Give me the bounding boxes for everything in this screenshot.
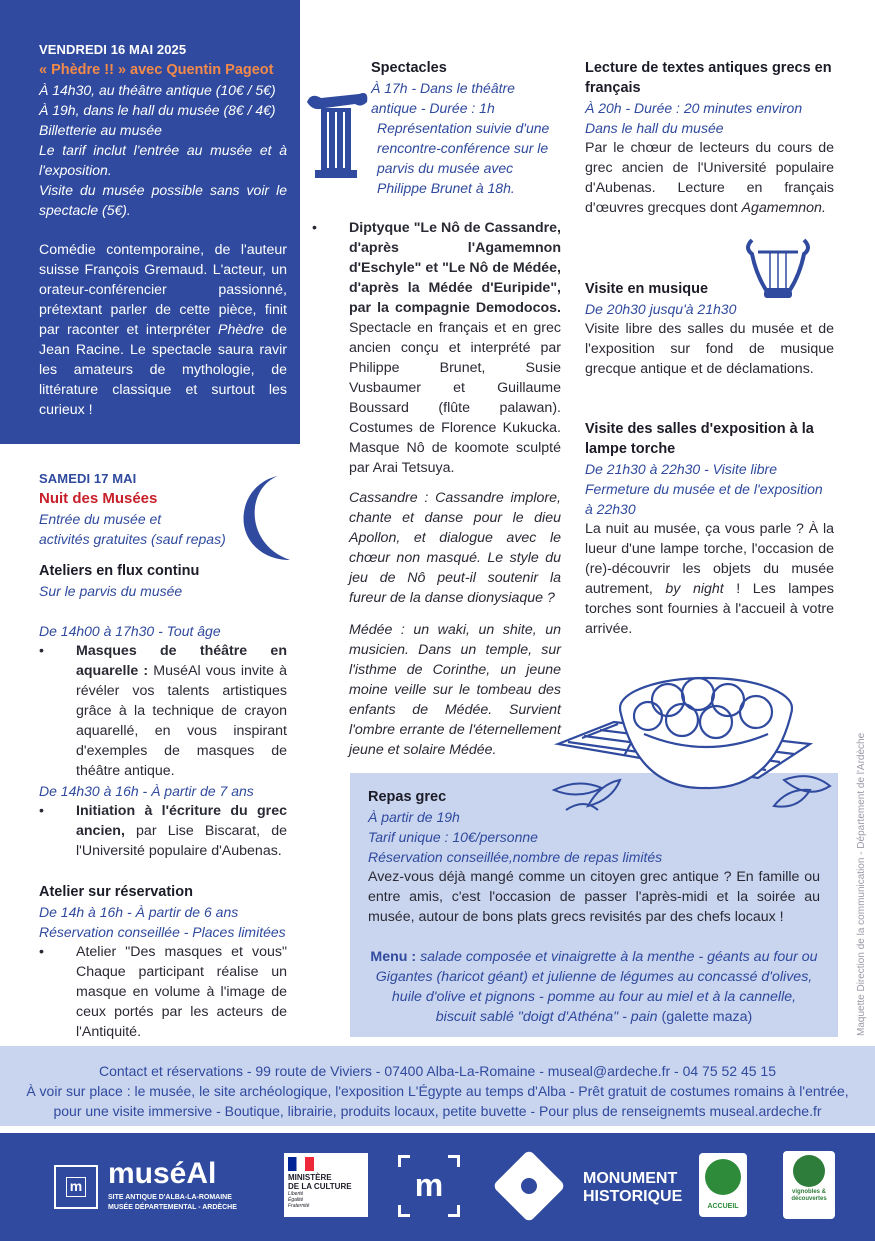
saturday-subtitle-2: activités gratuites (sauf repas) (39, 531, 226, 547)
museal-m-glyph: m (66, 1177, 86, 1197)
grape-icon (793, 1155, 825, 1187)
shows-header (371, 58, 561, 118)
museal-logo-sub-1: SITE ANTIQUE D'ALBA-LA-ROMAINE (108, 1194, 232, 1201)
ministere-devise-2: Égalité (288, 1197, 304, 1203)
music-text: Visite libre des salles du musée et de l'exposition sur fond de musique grecque antique et de déclamations. (585, 321, 834, 377)
m-logo (398, 1155, 460, 1217)
torch-heading: Visite des salles d'exposition à la lampe torche (585, 421, 814, 457)
workshops-slot-2: De 14h30 à 16h - À partir de 7 ans (39, 783, 254, 799)
footer-onsite: À voir sur place : le musée, le site archéologique, l'exposition L'Égypte au temps d'Alba - Prêt gratuit de costumes romains à l'entrée, (26, 1083, 849, 1099)
m-logo-glyph: m (414, 1167, 444, 1203)
footer-onsite-2: pour une visite immersive - Boutique, librairie, produits locaux, petite buvette - Pour plus de renseignemts museal.ardeche.fr (53, 1103, 822, 1119)
reservation-workshop-slot: De 14h à 16h - À partir de 6 ans (39, 904, 239, 920)
reading-text: Par le chœur de lecteurs du cours de grec ancien de l'Université populaire d'Aubenas. Lecture en français d'œuvres grecques dont Agamemnon. (585, 140, 834, 216)
workshops-heading: Ateliers en flux continu (39, 563, 200, 579)
ministere-logo (284, 1153, 368, 1217)
logo-band (0, 1133, 875, 1241)
shows-duration: antique - Durée : 1h (371, 100, 495, 116)
saturday-date: SAMEDI 17 MAI (39, 471, 137, 486)
footer-contact: Contact et réservations - 99 route de Viviers - 07400 Alba-La-Romaine - museal@ardeche.fr - 04 75 52 45 15 (99, 1063, 776, 1079)
ministere-devise-3: Fraternité (288, 1203, 310, 1209)
ministere-line-2: DE LA CULTURE (288, 1182, 352, 1191)
torch-closing: Fermeture du musée et de l'exposition à 22h30 (585, 481, 823, 517)
saturday-subtitle: Entrée du musée et (39, 511, 162, 527)
ministere-line-1: MINISTÈRE (288, 1173, 332, 1182)
saturday-title: Nuit des Musées (39, 490, 158, 507)
workshop-item-greek-writing: • Initiation à l'écriture du grec ancien, par Lise Biscarat, de l'Université populaire d'Aubenas. (39, 801, 287, 861)
meal-time: À partir de 19h (368, 809, 460, 825)
music-section (585, 279, 834, 379)
torch-text: La nuit au musée, ça vous parle ? À la lueur d'une lampe torche, l'occasion de (re)-découvrir les objets du musée autrement, by night ! Les lampes torches sont fournies à l'accueil à votre arrivée. (585, 521, 834, 637)
friday-date: VENDREDI 16 MAI 2025 (39, 42, 187, 57)
reading-time: À 20h - Durée : 20 minutes environ (585, 100, 803, 116)
show-medee: Médée : un waki, un shite, un musicien. Dans un temple, sur l'isthme de Corinthe, un jeune moine veille sur le tombeau des enfants de Médée. Survient l'ombre errante de l'éternellement jeune et solaire Médée. (349, 622, 561, 758)
music-heading: Visite en musique (585, 281, 709, 297)
friday-panel (0, 0, 300, 444)
accueil-velo-logo (699, 1153, 747, 1217)
marianne-icon (288, 1157, 314, 1171)
friday-title: « Phèdre !! » avec Quentin Pageot (39, 62, 274, 78)
moon-icon (240, 474, 300, 564)
shows-time: À 17h - Dans le théâtre (371, 80, 515, 96)
meal-price: Tarif unique : 10€/personne (368, 829, 538, 845)
vignobles-line-1: vignobles & (791, 1189, 826, 1195)
friday-description: Comédie contemporaine, de l'auteur suisse François Gremaud. L'acteur, un orateur-conférencier passionné, prétextant parler de cette pièce, finit par raconter et interpréter Phèdre de Jean Racine. Le spectacle saura ravir les amateurs de mythologie, de littérature classique et surtout les curieux ! (39, 242, 287, 418)
reservation-workshop-note: Réservation conseillée - Places limitées (39, 924, 286, 940)
torch-section (585, 419, 834, 639)
museal-logo-sub-2: MUSÉE DÉPARTEMENTAL - ARDÈCHE (108, 1204, 237, 1211)
meal-text: Avez-vous déjà mangé comme un citoyen grec antique ? En famille ou entre amis, c'est l'occasion de passer l'après-midi et la soirée au musée, autour de bons plats grecs revisités par des chefs locaux ! (368, 869, 820, 925)
friday-info-4: Le tarif inclut l'entrée au musée et à l'exposition. (39, 142, 287, 178)
torch-time: De 21h30 à 22h30 - Visite libre (585, 461, 777, 477)
friday-info-5: Visite du musée possible sans voir le spectacle (5€). (39, 182, 287, 218)
museal-logo-icon (54, 1165, 98, 1209)
music-time: De 20h30 jusqu'à 21h30 (585, 301, 737, 317)
show-cassandre: Cassandre : Cassandre implore, chante et danse pour le dieu Apollon, et dialogue avec le chœur non masqué. Le style du jeu de Nô peut-il soutenir la fureur de la danse dionysiaque ? (349, 490, 561, 606)
friday-info-1: À 14h30, au théâtre antique (10€ / 5€) (39, 82, 276, 98)
workshops-slot-1: De 14h00 à 17h30 - Tout âge (39, 623, 221, 639)
shows-note: Représentation suivie d'une rencontre-conférence sur le parvis du musée avec Philippe Brunet à 18h. (377, 120, 550, 196)
meal-heading: Repas grec (368, 789, 447, 805)
workshops-place: Sur le parvis du musée (39, 583, 183, 599)
friday-info-3: Billetterie au musée (39, 122, 162, 138)
accueil-label: ACCUEIL (707, 1203, 739, 1210)
vignobles-line-2: découvertes (791, 1196, 827, 1202)
museal-logo-name: muséAl (108, 1157, 217, 1190)
monument-line-2: HISTORIQUE (583, 1188, 683, 1205)
reading-place: Dans le hall du musée (585, 120, 724, 136)
column-icon (303, 86, 371, 186)
shows-content (312, 218, 561, 760)
reservation-workshop-heading: Atelier sur réservation (39, 884, 193, 900)
vignobles-logo (783, 1151, 835, 1219)
workshops-section (39, 561, 287, 1042)
workshop-item-masks: • Atelier "Des masques et vous" Chaque participant réalise un masque en volume à l'image de ceux portés par les acteurs de l'Antiquité. (39, 942, 287, 1042)
reading-heading: Lecture de textes antiques grecs en français (585, 60, 832, 96)
bowl-icon (548, 660, 840, 828)
shows-heading: Spectacles (371, 60, 447, 76)
meal-reservation: Réservation conseillée,nombre de repas limités (368, 849, 663, 865)
reading-section (585, 58, 834, 218)
footer-info (0, 1046, 875, 1126)
monument-historique-icon (492, 1149, 566, 1223)
vertical-credit: Maquette Direction de la communication - Département de l'Ardèche (856, 732, 867, 1036)
show-item-diptyque: • Diptyque "Le Nô de Cassandre, d'après l'Agamemnon d'Eschyle" et "Le Nô de Médée, d'après la Médée d'Euripide", par la compagnie Demodocos. Spectacle en français et en grec ancien conçu et interprété par Philippe Brunet, Susie Vusbaumer et Guillaume Boussard (flûte palawan). Costumes de Florence Kukucka. Masque Nô de koomote sculpté par Arai Tetsuya. (312, 218, 561, 478)
bike-icon (705, 1159, 741, 1195)
saturday-header (39, 469, 249, 549)
meal-menu: Menu : salade composée et vinaigrette à la menthe - géants au four ou Gigantes (haricot géant) et julienne de légumes au concassé d'olives, huile d'olive et pignons - pomme au four au miel et à la cannelle, biscuit sablé "doigt d'Athéna" - pain (galette maza) (370, 949, 818, 1025)
ministere-devise-1: Liberté (288, 1191, 304, 1197)
workshop-item-watercolor: • Masques de théâtre en aquarelle : MuséAl vous invite à révéler vos talents artistiques grâce à la technique de crayon aquarellé, en vous inspirant d'exemples de masques de théâtre antique. (39, 641, 287, 781)
monument-line-1: MONUMENT (583, 1170, 678, 1187)
friday-info-2: À 19h, dans le hall du musée (8€ / 4€) (39, 102, 276, 118)
